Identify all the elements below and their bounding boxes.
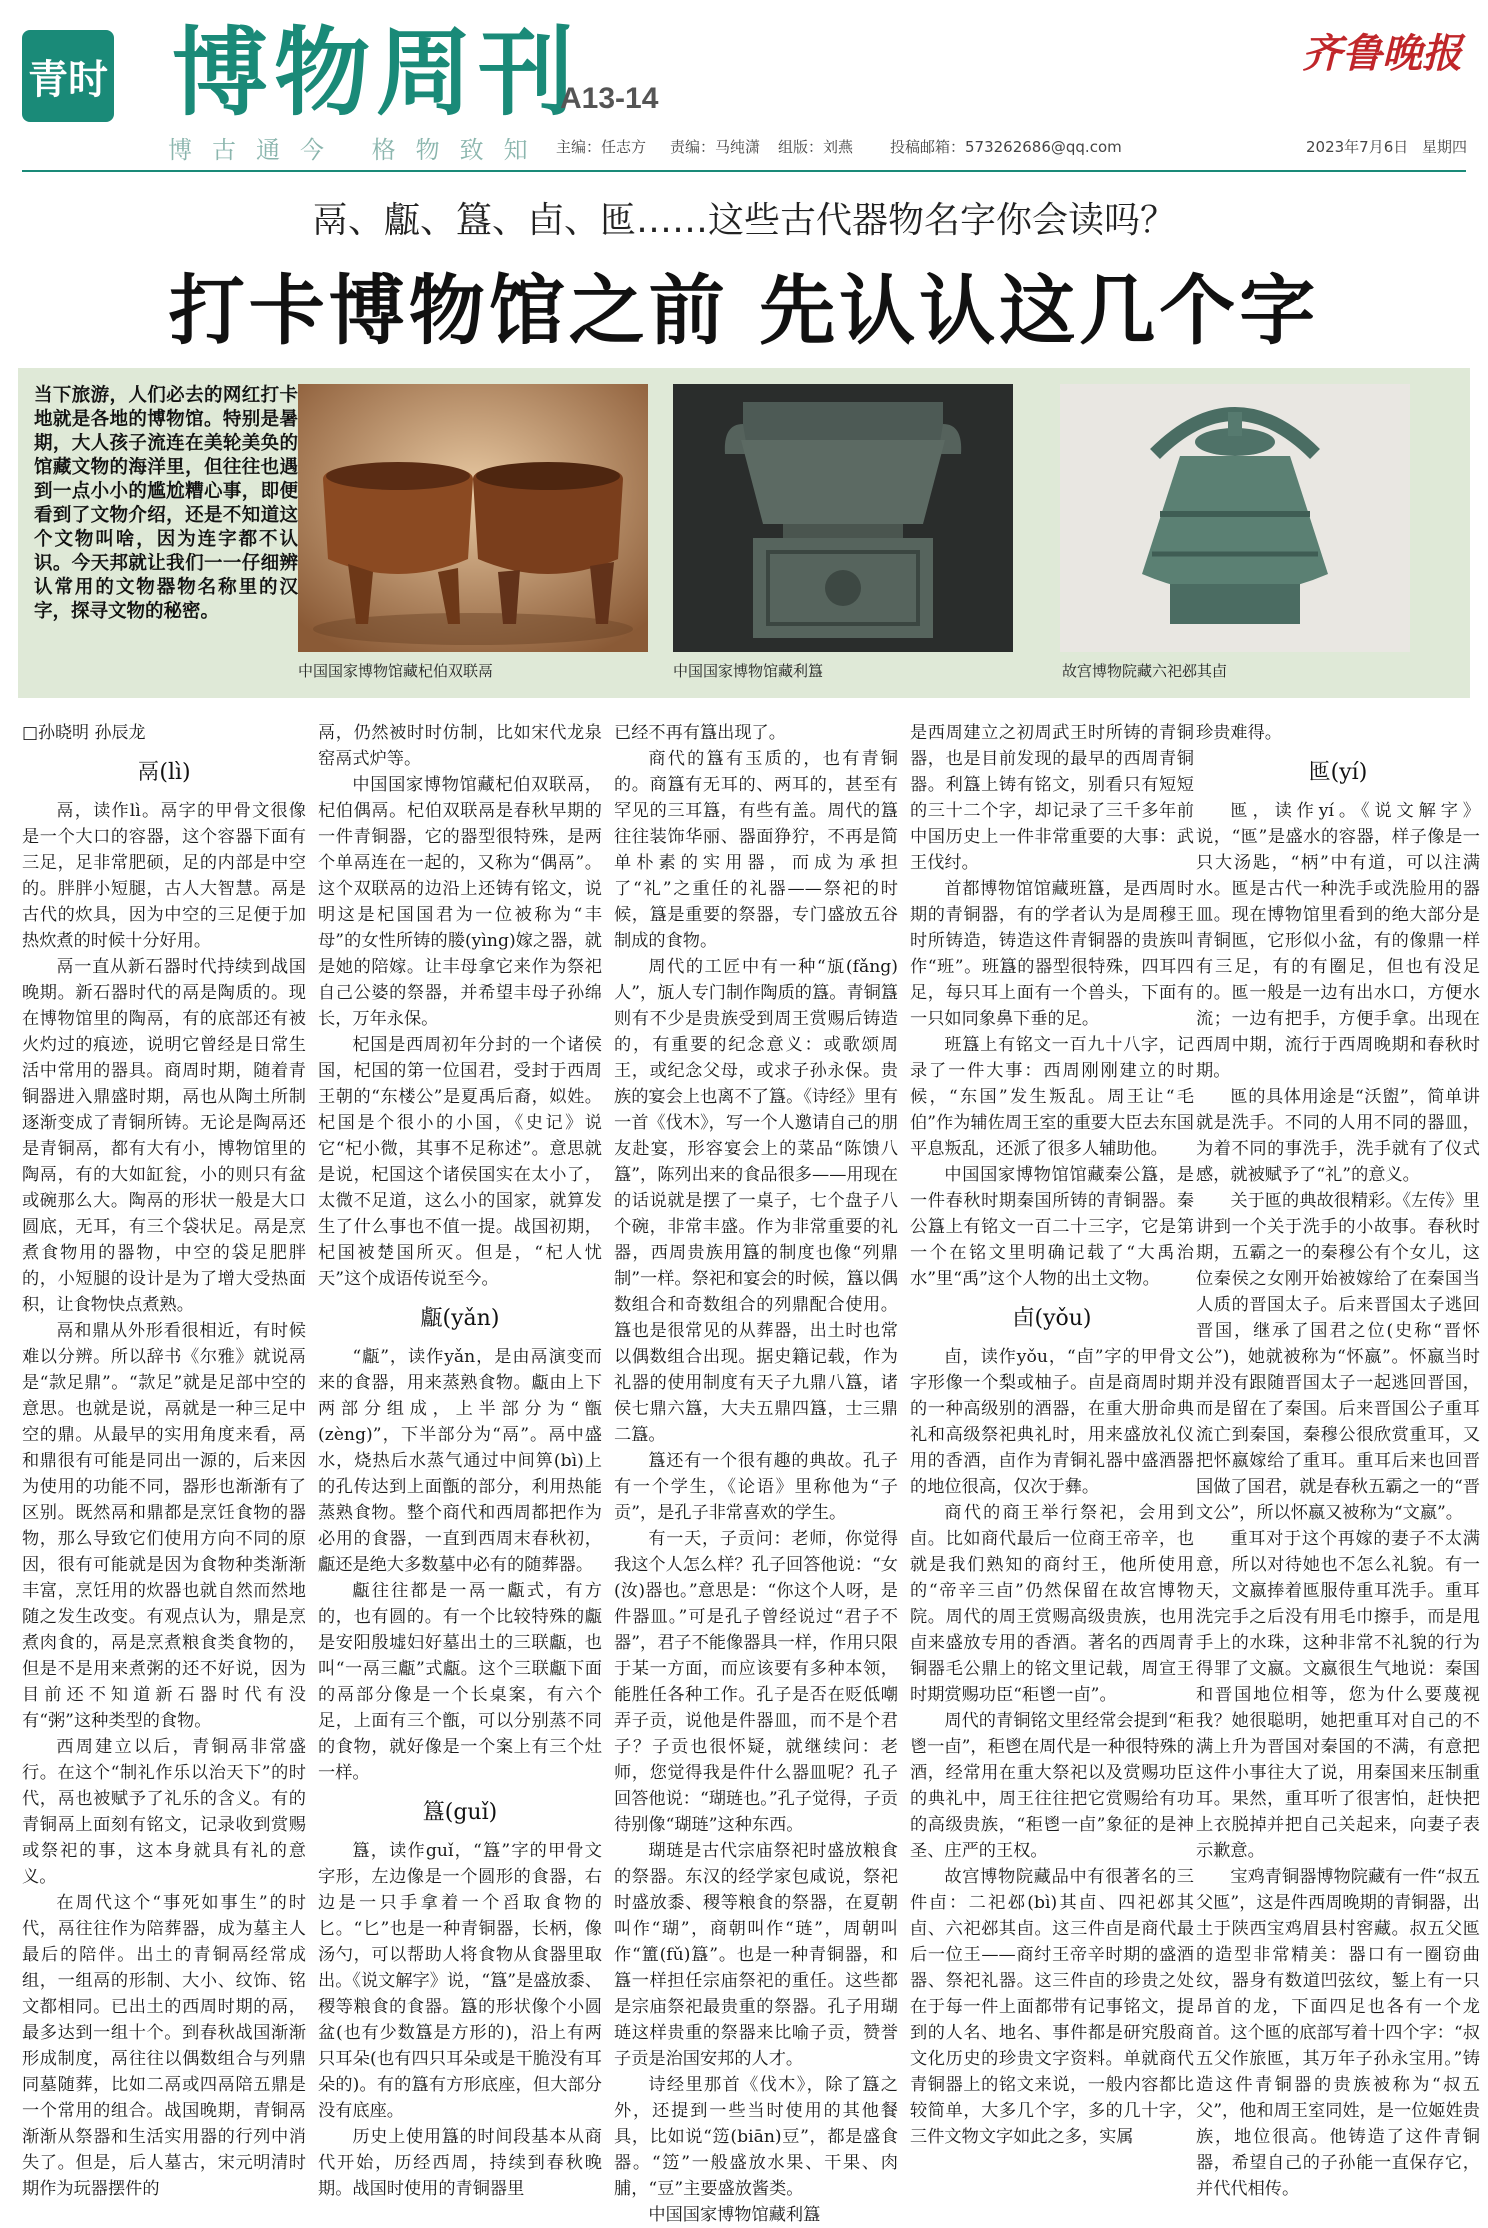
editor-credit: 主编：任志方 (556, 138, 647, 156)
paragraph: 鬲，读作lì。鬲字的甲骨文很像是一个大口的容器，这个容器下面有三足，足非常肥硕，足的内部是中空的。胖胖小短腿，古人大智慧。鬲是古代的炊具，因为中空的三足便于加热炊煮的时候十分好用。 (22, 801, 306, 951)
section-heading-yan: 甗(yǎn) (420, 1306, 500, 1331)
paragraph: 重耳对于这个再嫁的妻子不太满意，所以对待她也不怎么礼貌。有一天，文嬴捧着匜服侍重耳洗手。重耳洗完手之后没有用毛巾擦手，而是甩手上的水珠，这种非常不礼貌的行为得罪了文嬴。文嬴很生气地说：秦国和晋国地位相等，您为什么要蔑视我？她很聪明，她把重耳对自己的不满上升为晋国对秦国的不满，有意把这件小事往大了说，用秦国来压制重耳。果然，重耳听了很害怕，赶快把上衣脱掉并把自己关起来，向妻子表示歉意。 (1196, 1529, 1480, 1861)
paragraph: 已经不再有簋出现了。 (614, 723, 786, 743)
paragraph: 商代的商王举行祭祀，会用到卣。比如商代最后一位商王帝辛，也就是我们熟知的商纣王，他所使用的“帝辛三卣”仍然保留在故宫博物院。周代的周王赏赐高级贵族，也用卣来盛放专用的香酒。著名的西周青铜器毛公鼎上的铭文里记载，周宣王时期赏赐功臣“秬鬯一卣”。 (910, 1503, 1194, 1705)
page-code: A13-14 (560, 82, 659, 115)
photo-caption: 故宫博物院藏六祀邲其卣 (1062, 662, 1228, 680)
paragraph: 在周代这个“事死如事生”的时代，鬲往往作为陪葬器，成为墓主人最后的陪伴。出土的青铜鬲经常成组，一组鬲的形制、大小、纹饰、铭文都相同。已出土的西周时期的鬲，最多达到一组十个。到春秋战国渐渐形成制度，鬲往往以偶数组合与列鼎同墓随葬，比如二鬲或四鬲陪五鼎是一个常用的组合。战国晚期，青铜鬲渐渐从祭器和生活实用器的行列中消失了。但是，后人墓古，宋元明清时期作为玩器摆件的 (22, 1893, 306, 2199)
issue-weekday: 星期四 (1422, 138, 1468, 156)
paragraph: 中国国家博物馆藏杞伯双联鬲，杞伯偶鬲。杞伯双联鬲是春秋早期的一件青铜器，它的器型很特殊，是两个单鬲连在一起的，又称为“偶鬲”。这个双联鬲的边沿上还铸有铭文，说明这是杞国国君为一位被称为“丰母”的女性所铸的媵(yìng)嫁之器，就是她的陪嫁。让丰母拿它来作为祭祀自己公婆的祭器，并希望丰母子孙绵长，万年永保。 (318, 775, 602, 1029)
photo-liusi-biqi-you (1060, 384, 1410, 652)
paragraph: 周代的工匠中有一种“瓬(fǎng)人”，瓬人专门制作陶质的簋。青铜簋则有不少是贵族受到周王赏赐后铸造的，有重要的纪念意义：或歌颂周王，或纪念父母，或求子孙永保。贵族的宴会上也离不了簋。《诗经》里有一首《伐木》，写一个人邀请自己的朋友赴宴，形容宴会上的菜品“陈馈八簋”，陈列出来的食品很多——用现在的话说就是摆了一桌子，七个盘子八个碗，非常丰盛。作为非常重要的礼器，西周贵族用簋的制度也像“列鼎制”一样。祭祀和宴会的时候，簋以偶数组合和奇数组合的列鼎配合使用。簋也是很常见的从葬器，出土时也常以偶数组合出现。据史籍记载，作为礼器的使用制度有天子九鼎八簋，诸侯七鼎六簋，大夫五鼎四簋，士三鼎二簋。 (614, 957, 898, 1445)
contact-email: 投稿邮箱：573262686@qq.com (890, 138, 1122, 156)
issue-date: 2023年7月6日 (1306, 138, 1409, 156)
section-heading-yi: 匜(yí) (1308, 760, 1368, 785)
layout-editor-credit: 组版：刘燕 (778, 138, 854, 156)
photo-caption: 中国国家博物馆藏杞伯双联鬲 (298, 662, 494, 680)
paragraph: 故宫博物院藏品中有很著名的三件卣：二祀邲(bì)其卣、四祀邲其卣、六祀邲其卣。这三件卣是商代最后一位王——商纣王帝辛时期的盛酒器、祭祀礼器。这三件卣的珍贵之处在于每一件上面都带有记事铭文，提到的人名、地名、事件都是研究殷商文化历史的珍贵文字资料。单就商代青铜器上的铭文来说，一般内容都比较简单，大多几个字，多的几十字，三件文物文字如此之多，实属 (910, 1867, 1194, 2147)
text-column-5 (1196, 720, 1480, 2202)
photo-qibo-double-li (298, 384, 648, 652)
header-rule (22, 170, 1466, 172)
paragraph: 诗经里那首《伐木》，除了簋之外，还提到一些当时使用的其他餐具，比如说“笾(biān)豆”，都是盛食器。“笾”一般盛放水果、干果、肉脯，“豆”主要盛放酱类。 (614, 2075, 898, 2199)
article-lead: 当下旅游，人们必去的网红打卡地就是各地的博物馆。特别是暑期，大人孩子流连在美轮美奂的馆藏文物的海洋里，但往往也遇到一点小小的尴尬糟心事，即便看到了文物介绍，还是不知道这个文物叫啥，因为连字都不认识。今天邦就让我们一一仔细辨认常用的文物器物名称里的汉字，探寻文物的秘密。 (34, 385, 298, 622)
paragraph: 商代的簋有玉质的，也有青铜的。商簋有无耳的、两耳的，甚至有罕见的三耳簋，有些有盖。周代的簋往往装饰华丽、器面狰狞，不再是简单朴素的实用器，而成为承担了“礼”之重任的礼器——祭祀的时候，簋是重要的祭器，专门盛放五谷制成的食物。 (614, 749, 898, 951)
newspaper-logo: 齐鲁晚报 (1302, 30, 1462, 77)
paragraph: 是西周建立之初周武王时所铸的青铜器，也是目前发现的最早的西周青铜器。利簋上铸有铭文，别看只有短短的三十二个字，却记录了三千多年前中国历史上一件非常重要的大事：武王伐纣。 (910, 723, 1194, 873)
paragraph: 甗往往都是一鬲一甗式，有方的，也有圆的。有一个比较特殊的甗是安阳殷墟妇好墓出土的三联甗，也叫“一鬲三甗”式甗。这个三联甗下面的鬲部分像是一个长桌案，有六个足，上面有三个甑，可以分别蒸不同的食物，就好像是一个案上有三个灶一样。 (318, 1581, 602, 1783)
text-column-1 (22, 720, 306, 2202)
paragraph: 历史上使用簋的时间段基本从商代开始，历经西周，持续到春秋晚期。战国时使用的青铜器里 (318, 2127, 602, 2199)
paragraph: 宝鸡青铜器博物院藏有一件“叔五父匜”，这是件西周晚期的青铜器，出土于陕西宝鸡眉县村窖藏。叔五父匜的造型非常精美：器口有一圈窃曲纹，器身有数道凹弦纹，錾上有一只昂首的龙，下面四足也各有一个龙首。这个匜的底部写着十四个字：“叔五父作旅匜，其万年子孙永宝用。”铸造这件青铜器的贵族被称为“叔五父”，他和周王室同姓，是一位姬姓贵族，地位很高。他铸造了这件青铜器，希望自己的子孙能一直保存它，并代代相传。 (1196, 1867, 1480, 2199)
paragraph: 鬲一直从新石器时代持续到战国晚期。新石器时代的鬲是陶质的。现在博物馆里的陶鬲，有的底部还有被火灼过的痕迹，说明它曾经是日常生活中常用的器具。商周时期，随着青铜器进入鼎盛时期，鬲也从陶土所制逐渐变成了青铜所铸。无论是陶鬲还是青铜鬲，都有大有小，博物馆里的陶鬲，有的大如缸瓮，小的则只有盆或碗那么大。陶鬲的形状一般是大口圆底，无耳，有三个袋状足。鬲是烹煮食物用的器物，中空的袋足肥胖的，小短腿的设计是为了增大受热面积，让食物快点煮熟。 (22, 957, 306, 1315)
section-heading-you: 卣(yǒu) (1012, 1306, 1092, 1331)
duty-editor-credit: 责编：马纯潇 (670, 138, 761, 156)
article-byline: □孙晓明 孙辰龙 (22, 723, 146, 743)
text-column-3 (614, 720, 898, 2228)
paragraph: 匜的具体用途是“沃盥”，简单讲就是洗手。不同的人用不同的器皿，为着不同的事洗手，洗手就有了仪式感，就被赋予了“礼”的意义。 (1196, 1087, 1480, 1185)
paragraph: 瑚琏是古代宗庙祭祀时盛放粮食的祭器。东汉的经学家包咸说，祭祀时盛放黍、稷等粮食的祭器，在夏朝叫作“瑚”，商朝叫作“琏”，周朝叫作“簠(fǔ)簋”。也是一种青铜器，和簋一样担任宗庙祭祀的重任。这些都是宗庙祭祀最贵重的祭器。孔子用瑚琏这样贵重的祭器来比喻子贡，赞誉子贡是治国安邦的人才。 (614, 1841, 898, 2069)
paragraph: 西周建立以后，青铜鬲非常盛行。在这个“制礼作乐以治天下”的时代，鬲也被赋予了礼乐的含义。有的青铜鬲上面刻有铭文，记录收到赏赐或祭祀的事，这本身就具有礼的意义。 (22, 1737, 306, 1887)
paragraph: 周代的青铜铭文里经常会提到“秬鬯一卣”，秬鬯在周代是一种很特殊的酒，经常用在重大祭祀以及赏赐功臣的典礼中，周王往往把它赏赐给有功的高级贵族，“秬鬯一卣”象征的是神圣、庄严的王权。 (910, 1711, 1194, 1861)
paragraph: 鬲和鼎从外形看很相近，有时候难以分辨。所以辞书《尔雅》就说鬲是“款足鼎”。“款足”就是足部中空的意思。也就是说，鬲就是一种三足中空的鼎。从最早的实用角度来看，鬲和鼎很有可能是同出一源的，后来因为使用的功能不同，器形也渐渐有了区别。既然鬲和鼎都是烹饪食物的器物，那么导致它们使用方向不同的原因，很有可能就是因为食物种类渐渐丰富，烹饪用的炊器也就自然而然地随之发生改变。有观点认为，鼎是烹煮肉食的，鬲是烹煮粮食类食物的，但是不是用来煮粥的还不好说，因为目前还不知道新石器时代有没有“粥”这种类型的食物。 (22, 1321, 306, 1731)
paragraph: 首都博物馆馆藏班簋，是西周时期的青铜器，有的学者认为是周穆王时所铸造，铸造这件青铜器的贵族叫作“班”。班簋的器型很特殊，四耳四足，每只耳上面有一个兽头，下面有一只如同象鼻下垂的足。 (910, 879, 1194, 1029)
section-heading-li: 鬲(lì) (137, 760, 191, 785)
text-column-2 (318, 720, 602, 2202)
paragraph: 簋还有一个很有趣的典故。孔子有一个学生，《论语》里称他为“子贡”，是孔子非常喜欢的学生。 (614, 1451, 898, 1523)
paragraph: 卣，读作yǒu，“卣”字的甲骨文字形像一个梨或柚子。卣是商周时期的一种高级别的酒器，在重大册命典礼和高级祭祀典礼时，用来盛放礼仪用的香酒，卣作为青铜礼器中盛酒器的地位很高，仅次于彝。 (910, 1347, 1194, 1497)
photo-caption: 中国国家博物馆藏利簋 (673, 662, 824, 680)
masthead-title: 博物周刊 (172, 17, 580, 129)
masthead-slogan: 博古通今 格物致知 (168, 136, 548, 164)
paragraph: 有一天，子贡问：老师，你觉得我这个人怎么样？孔子回答他说：“女(汝)器也。”意思是：“你这个人呀，是件器皿。”可是孔子曾经说过“君子不器”，君子不能像器具一样，作用只限于某一方面，而应该要有多种本领，能胜任各种工作。孔子是否在贬低嘲弄子贡，说他是件器皿，而不是个君子？子贡也很怀疑，就继续问：老师，您觉得我是件什么器皿呢？孔子回答他说：“瑚琏也。”孔子觉得，子贡待别像“瑚琏”这种东西。 (614, 1529, 898, 1835)
paragraph: 珍贵难得。 (1196, 723, 1282, 743)
paragraph: 匜，读作yí。《说文解字》说，“匜”是盛水的容器，样子像是一只大汤匙，“柄”中有道，可以注满水。匜是古代一种洗手或洗脸用的器皿。现在博物馆里看到的绝大部分是青铜匜，它形似小盆，有的像鼎一样有三足，有的有圈足，但也有没足的。匜一般是一边有出水口，方便水流；一边有把手，方便手拿。出现在西周中期，流行于西周晚期和春秋时期。 (1196, 801, 1480, 1081)
paragraph: 鬲，仍然被时时仿制，比如宋代龙泉窑鬲式炉等。 (318, 723, 602, 769)
column-logo: 青时 (22, 30, 114, 122)
article-kicker: 鬲、甗、簋、卣、匜……这些古代器物名字你会读吗？ (311, 200, 1176, 241)
paragraph: 杞国是西周初年分封的一个诸侯国，杞国的第一位国君，受封于西周王朝的“东楼公”是夏禹后裔，姒姓。杞国是个很小的小国，《史记》说它“杞小微，其事不足称述”。意思就是说，杞国这个诸侯国实在太小了，太微不足道，这么小的国家，就算发生了什么事也不值一提。战国初期，杞国被楚国所灭。但是，“杞人忧天”这个成语传说至今。 (318, 1035, 602, 1289)
paragraph: 中国国家博物馆馆藏秦公簋，是一件春秋时期秦国所铸的青铜器。秦公簋上有铭文一百二十三字，它是第一个在铭文里明确记载了“大禹治水”里“禹”这个人物的出土文物。 (910, 1165, 1194, 1289)
paragraph: 簋，读作guǐ，“簋”字的甲骨文字形，左边像是一个圆形的食器，右边是一只手拿着一个舀取食物的匕。“匕”也是一种青铜器，长柄，像汤勺，可以帮助人将食物从食器里取出。《说文解字》说，“簋”是盛放黍、稷等粮食的食器。簋的形状像个小圆盆(也有少数簋是方形的)，沿上有两只耳朵(也有四只耳朵或是干脆没有耳朵的)。有的簋有方形底座，但大部分没有底座。 (318, 1841, 602, 2121)
paragraph: 中国国家博物馆藏利簋 (648, 2205, 821, 2225)
paragraph: “甗”，读作yǎn，是由鬲演变而来的食器，用来蒸熟食物。甗由上下两部分组成，上半部分为“甑(zèng)”，下半部分为“鬲”。鬲中盛水，烧热后水蒸气通过中间箅(bì)上的孔传达到上面甑的部分，利用热能蒸熟食物。整个商代和西周都把作为必用的食器，一直到西周末春秋初，甗还是绝大多数墓中必有的随葬器。 (318, 1347, 602, 1575)
section-heading-gui: 簋(guǐ) (422, 1800, 498, 1825)
text-column-4 (910, 720, 1194, 2150)
article-headline: 打卡博物馆之前 先认认这几个字 (168, 266, 1320, 355)
photo-li-gui (673, 384, 1013, 652)
paragraph: 关于匜的典故很精彩。《左传》里讲到一个关于洗手的小故事。春秋时期，五霸之一的秦穆公有个女儿，这位秦侯之女刚开始被嫁给了在秦国当人质的晋国太子。后来晋国太子逃回晋国，继承了国君之位(史称“晋怀公”)，她就被称为“怀嬴”。怀嬴当时并没有跟随晋国太子一起逃回晋国，而是留在了秦国。后来晋国公子重耳流亡到秦国，秦穆公很欣赏重耳，又把怀嬴嫁给了重耳。重耳后来也回晋国做了国君，就是春秋五霸之一的“晋文公”，所以怀嬴又被称为“文嬴”。 (1196, 1191, 1480, 1523)
paragraph: 班簋上有铭文一百九十八字，记录了一件大事：西周刚刚建立的时候，“东国”发生叛乱。周王让“毛伯”作为辅佐周王室的重要大臣去东国平息叛乱，还派了很多人辅助他。 (910, 1035, 1194, 1159)
